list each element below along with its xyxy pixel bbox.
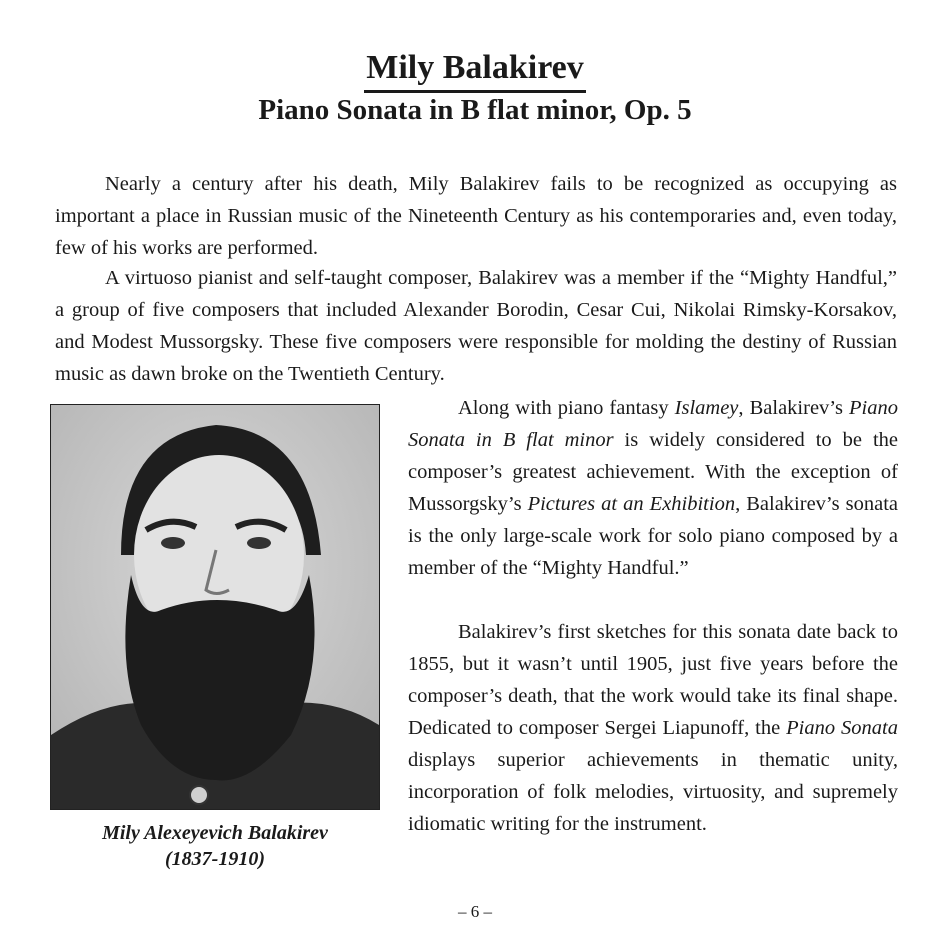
work-title-piano-sonata: Piano Sonata [786, 717, 898, 739]
paragraph-intro: Nearly a century after his death, Mily Balakirev fails to be recognized as occupying as important a place in Russian music of the Nineteenth Century as his contemporaries and, even today, few of his works are performed. [55, 173, 897, 259]
page-number: – 6 – [458, 902, 492, 921]
paragraph-sonata-history: Balakirev’s first sketches for this sonata date back to 1855, but it wasn’t until 1905, just five years before the composer’s death, that the work would take its final shape. Dedicated to composer Sergei Liapunoff, the Piano Sonata displays superior achievements in thematic unity, incorporation of folk melodies, virtuosity, and supremely idiomatic writing for the instrument. [408, 621, 898, 835]
portrait-illustration [51, 405, 379, 809]
caption-name: Mily Alexeyevich Balakirev [102, 822, 328, 844]
work-title-pictures: Pictures at an Exhibition [527, 493, 736, 515]
photo-caption [50, 820, 380, 872]
work-title-sonata: Piano Sonata in B flat minor [408, 397, 898, 451]
portrait-photo [50, 404, 380, 810]
page-title: Mily Balakirev [0, 48, 950, 93]
paragraph-sonata-importance: Along with piano fantasy Islamey, Balakirev’s Piano Sonata in B flat minor is widely considered to be the composer’s greatest achievement. With the exception of Mussorgsky’s Pictures at an Exhibition, Balakirev’s sonata is the only large-scale work for solo piano composed by a member of the “Mighty Handful.” [408, 397, 898, 579]
caption-dates: (1837-1910) [165, 848, 265, 870]
page-subtitle: Piano Sonata in B flat minor, Op. 5 [258, 94, 692, 126]
work-title-islamey: Islamey [674, 397, 739, 419]
paragraph-mighty-handful: A virtuoso pianist and self-taught composer, Balakirev was a member if the “Mighty Handful,” a group of five composers that included Alexander Borodin, Cesar Cui, Nikolai Rimsky-Korsakov, and Modest Mussorgsky. These five composers were responsible for molding the destiny of Russian music as dawn broke on the Twentieth Century. [55, 267, 897, 385]
